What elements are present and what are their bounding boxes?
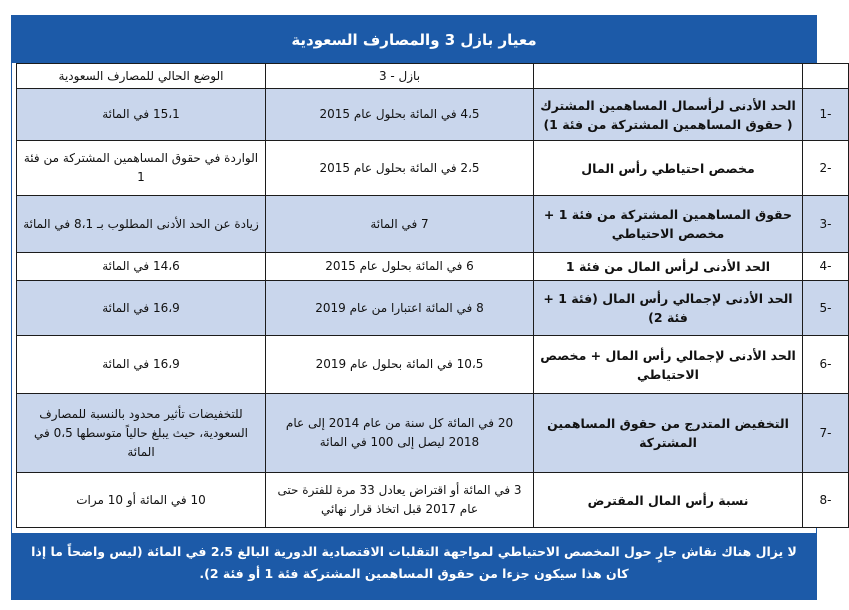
basel3-table-figure [11, 15, 832, 600]
table-row [17, 473, 849, 528]
row-number: -4 [803, 253, 849, 281]
row-basel-value: 10،5 في المائة بحلول عام 2019 [266, 336, 534, 394]
row-saudi-value: 16،9 في المائة [17, 336, 266, 394]
row-basel-value: 2،5 في المائة بحلول عام 2015 [266, 141, 534, 196]
table-row [17, 141, 849, 196]
row-basel-value: 20 في المائة كل سنة من عام 2014 إلى عام 2018 ليصل إلى 100 في المائة [266, 394, 534, 473]
table-row [17, 281, 849, 336]
row-number: -8 [803, 473, 849, 528]
row-number: -1 [803, 89, 849, 141]
row-basel-value: 6 في المائة بحلول عام 2015 [266, 253, 534, 281]
row-saudi-value: 16،9 في المائة [17, 281, 266, 336]
header-item [534, 64, 803, 89]
row-number: -5 [803, 281, 849, 336]
row-item: مخصص احتياطي رأس المال [534, 141, 803, 196]
row-item: التخفيض المتدرج من حقوق المساهمين المشتركة [534, 394, 803, 473]
table-title: معيار بازل 3 والمصارف السعودية [12, 16, 816, 63]
row-item: نسبة رأس المال المقترض [534, 473, 803, 528]
header-saudi: الوضع الحالي للمصارف السعودية [17, 64, 266, 89]
comparison-table [16, 63, 849, 528]
row-saudi-value: الواردة في حقوق المساهمين المشتركة من فئة 1 [17, 141, 266, 196]
footnote: لا يزال هناك نقاش جارٍ حول المخصص الاحتياطي لمواجهة التقلبات الاقتصادية الدورية البالغ 2،5 في المائة (ليس واضحاً ما إذا كان هذا سيكون جزءا من حقوق المساهمين المشتركة فئة 1 أو فئة 2). [12, 533, 816, 599]
table-row [17, 196, 849, 253]
row-number: -2 [803, 141, 849, 196]
row-number: -3 [803, 196, 849, 253]
header-num [803, 64, 849, 89]
row-basel-value: 3 في المائة أو اقتراض يعادل 33 مرة للفترة حتى عام 2017 قبل اتخاذ قرار نهائي [266, 473, 534, 528]
row-number: -6 [803, 336, 849, 394]
row-item: الحد الأدنى لرأسمال المساهمين المشترك ( حقوق المساهمين المشتركة من فئة 1) [534, 89, 803, 141]
row-item: حقوق المساهمين المشتركة من فئة 1 + مخصص الاحتياطي [534, 196, 803, 253]
row-saudi-value: 14،6 في المائة [17, 253, 266, 281]
row-number: -7 [803, 394, 849, 473]
table-row [17, 89, 849, 141]
row-item: الحد الأدنى لإجمالي رأس المال + مخصص الاحتياطي [534, 336, 803, 394]
row-item: الحد الأدنى لإجمالي رأس المال (فئة 1 + فئة 2) [534, 281, 803, 336]
row-basel-value: 7 في المائة [266, 196, 534, 253]
row-saudi-value: زيادة عن الحد الأدنى المطلوب بـ 8،1 في المائة [17, 196, 266, 253]
table-row [17, 394, 849, 473]
row-saudi-value: للتخفيضات تأثير محدود بالنسبة للمصارف السعودية، حيث يبلغ حالياً متوسطها 0،5 في المائة [17, 394, 266, 473]
row-basel-value: 8 في المائة اعتبارا من عام 2019 [266, 281, 534, 336]
row-basel-value: 4،5 في المائة بحلول عام 2015 [266, 89, 534, 141]
header-row [17, 64, 849, 89]
row-saudi-value: 10 في المائة أو 10 مرات [17, 473, 266, 528]
table-row [17, 336, 849, 394]
header-basel: بازل - 3 [266, 64, 534, 89]
row-item: الحد الأدنى لرأس المال من فئة 1 [534, 253, 803, 281]
table-row [17, 253, 849, 281]
row-saudi-value: 15،1 في المائة [17, 89, 266, 141]
